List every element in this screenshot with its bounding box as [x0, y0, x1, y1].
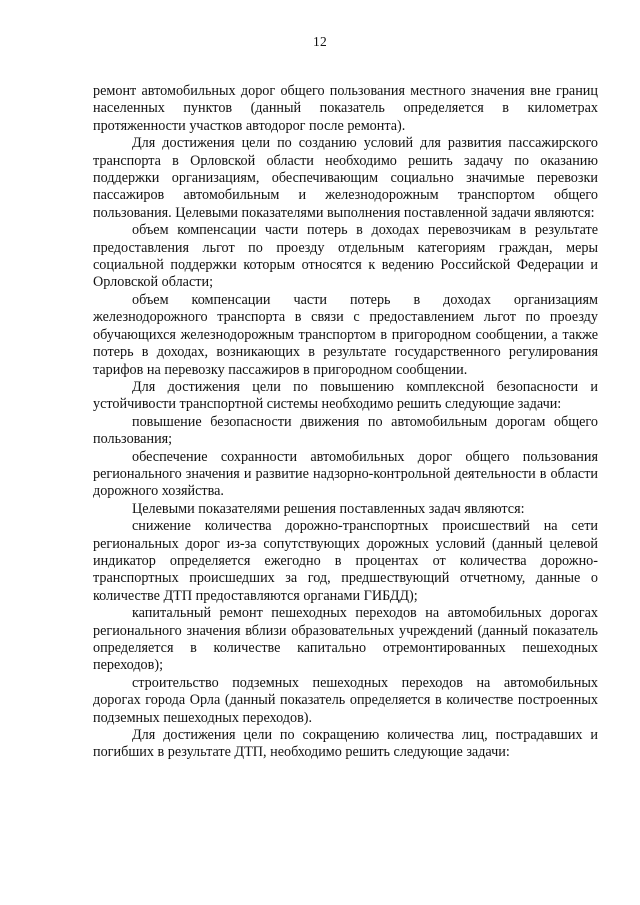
paragraph-carrier-compensation: объем компенсации части потерь в доходах перевозчикам в результате предоставления льгот по проезду отдельным категориям граждан, меры социальной поддержки которым относятся к ведению Российской Федерации и Орловской области; — [93, 222, 598, 291]
paragraph-continuation: ремонт автомобильных дорог общего пользования местного значения вне границ населенных пунктов (данный показатель определяется в километрах протяженности участков автодорог после ремонта). — [93, 83, 598, 134]
paragraph-crossing-repair: капитальный ремонт пешеходных переходов на автомобильных дорогах регионального значения вблизи образовательных учреждений (данный показатель определяется в количестве капитально отремонтированных пешеходных переходов); — [93, 605, 598, 674]
page-number: 12 — [312, 34, 328, 49]
paragraph-casualty-reduction-goal: Для достижения цели по сокращению количества лиц, пострадавших и погибших в результате ДТП, необходимо решить следующие задачи: — [93, 727, 598, 761]
paragraph-indicators-intro: Целевыми показателями решения поставленных задач являются: — [132, 500, 525, 517]
document-body — [93, 83, 598, 762]
paragraph-traffic-safety-task: повышение безопасности движения по автомобильным дорогам общего пользования; — [93, 413, 598, 448]
paragraph-railway-compensation: объем компенсации части потерь в доходах организациям железнодорожного транспорта в связи с предоставлением льгот по проезду обучающихся железнодорожным транспортом в пригородном сообщении, а также потерь в доходах, возникающих в результате государственного регулирования тарифов на перевозку пассажиров в пригородном сообщении. — [93, 291, 598, 378]
paragraph-road-preservation-task: обеспечение сохранности автомобильных дорог общего пользования регионального значения и развитие надзорно-контрольной деятельности в области дорожного хозяйства. — [93, 448, 598, 500]
paragraph-accident-reduction: снижение количества дорожно-транспортных происшествий на сети региональных дорог из-за сопутствующих дорожных условий (данный целевой индикатор определяется ежегодно в процентах от количества дорожно-транспортных происшедших за год, предшествующий отчетному, данные о количестве ДТП предоставляются органами ГИБДД); — [93, 518, 598, 604]
paragraph-underground-crossings: строительство подземных пешеходных переходов на автомобильных дорогах города Орла (данный показатель определяется в количестве построенных подземных пешеходных переходов). — [93, 674, 598, 726]
paragraph-safety-goal: Для достижения цели по повышению комплексной безопасности и устойчивости транспортной системы необходимо решить следующие задачи: — [93, 378, 598, 413]
paragraph-passenger-transport-goal: Для достижения цели по созданию условий для развития пассажирского транспорта в Орловской области необходимо решить задачу по оказанию поддержки организациям, обеспечивающим социально значимые перевозки пассажиров автомобильным и железнодорожным транспортом общего пользования. Целевыми показателями выполнения поставленной задачи являются: — [93, 135, 598, 221]
